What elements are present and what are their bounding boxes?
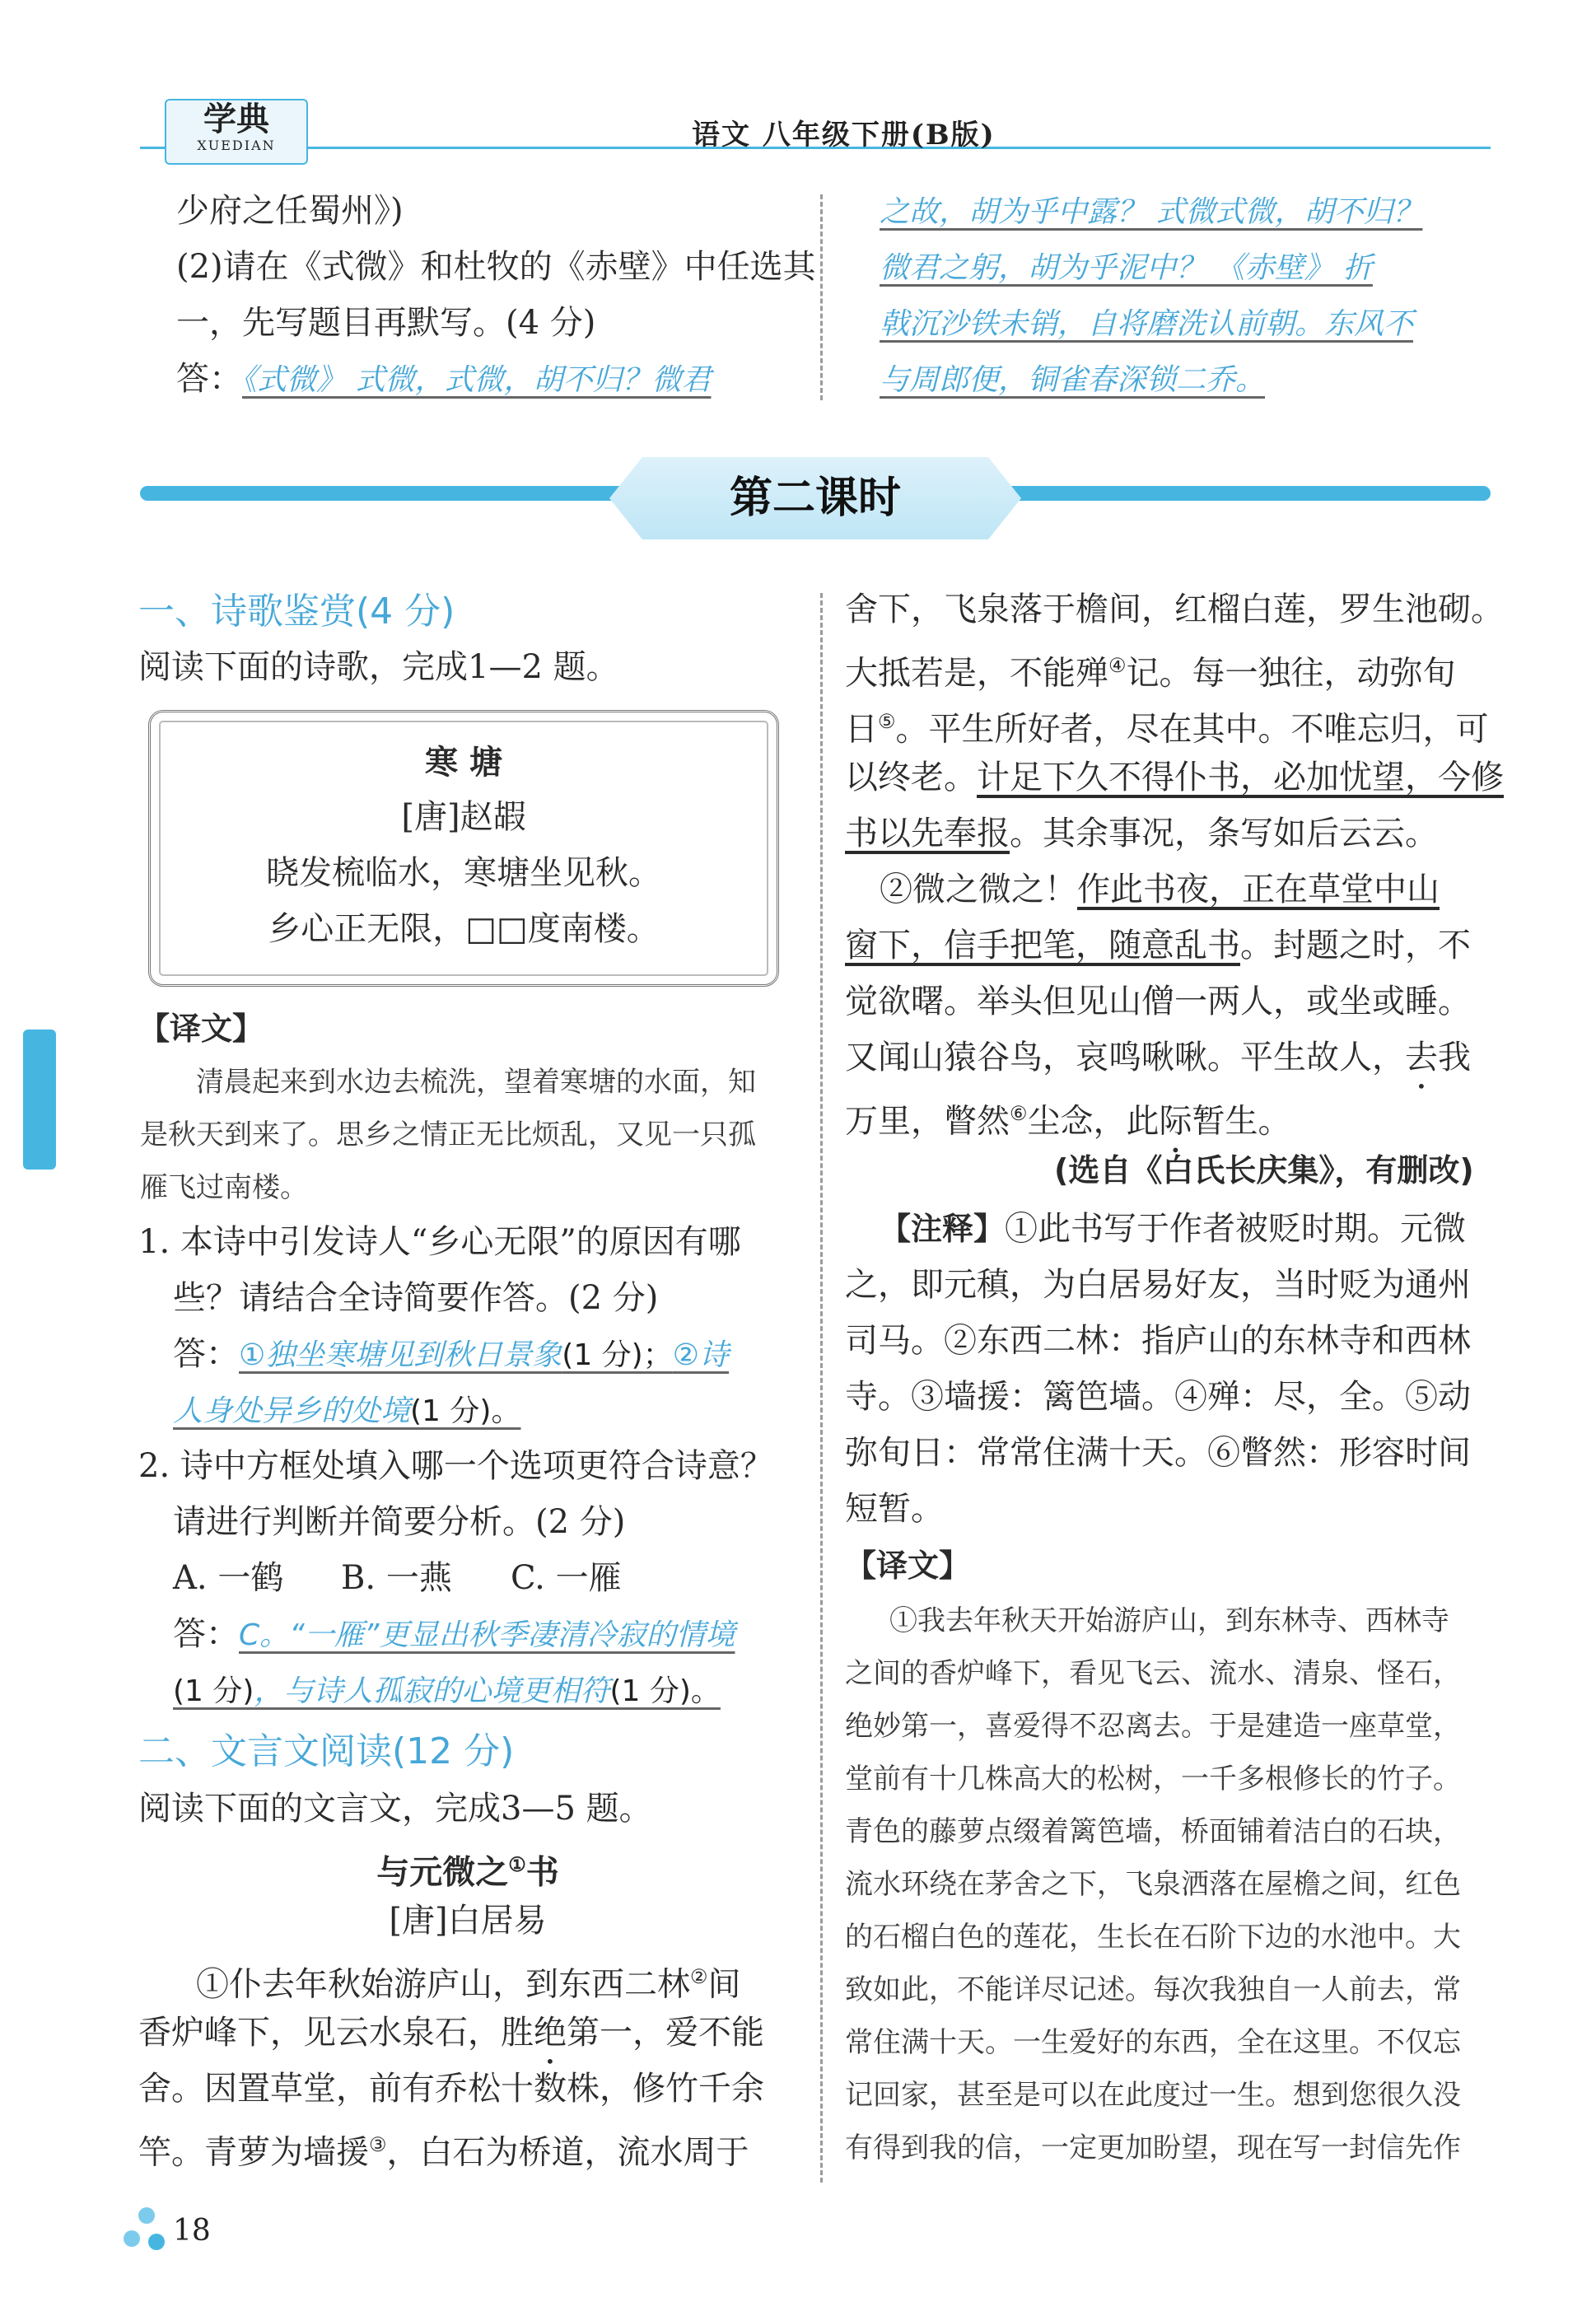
option-c: C. 一雁 [511, 1559, 622, 1597]
section1-intro: 阅读下面的诗歌，完成1—2 题。 [138, 648, 619, 686]
poem-translation-line2: 是秋天到来了。思乡之情正无比烦乱，又见一只孤 [140, 1118, 756, 1151]
top-right-line3 [880, 295, 1413, 353]
answer-text: ①独坐寒塘见到秋日景象 [239, 1338, 562, 1372]
essay-text: 第一，爱不能 [567, 2014, 764, 2052]
notes-line2: 之，即元稹，为白居易好友，当时贬为通州 [845, 1266, 1471, 1304]
essay-p2-line2 [845, 918, 1471, 974]
main-column-divider [820, 593, 823, 2183]
notes-line6: 短暂。 [845, 1490, 944, 1528]
essay-text: 记。每一独往，动弥旬 [1126, 654, 1456, 693]
essay-p2-line3: 觉欲曙。举头但见山僧一两人，或坐或睡。 [845, 983, 1471, 1020]
underlined-sentence: 书以先奉报 [845, 815, 1010, 852]
essay-right-line5 [845, 805, 1438, 861]
question1-answer-line1 [173, 1326, 729, 1384]
section2-title: 二、文言文阅读(12 分) [138, 1730, 515, 1772]
essay-right-line2 [845, 637, 1456, 701]
essay-text: 万里，瞥然 [845, 1102, 1010, 1141]
footnote-mark: ⑥ [1010, 1102, 1028, 1125]
footer-dot [148, 2234, 165, 2250]
answer-text: ，与诗人孤寂的心境更相符 [254, 1674, 610, 1708]
section2-intro: 阅读下面的文言文，完成3—5 题。 [138, 1790, 652, 1828]
essay-translation-line1: ①我去年秋天开始游庐山，到东林寺、西林寺 [889, 1604, 1449, 1637]
essay-translation-line10: 记回家，甚至是可以在此度过一生。想到您很久没 [845, 2079, 1461, 2112]
notes-tag: 【注释】 [880, 1211, 1006, 1247]
footnote-mark: ① [508, 1852, 526, 1876]
essay-p2-line1 [880, 861, 1440, 918]
footnote-mark: ④ [1108, 654, 1127, 677]
essay-translation-line5: 青色的藤萝点缀着篱笆墙，桥面铺着洁白的石块， [845, 1815, 1461, 1848]
poem-line2: 乡心正无限，□□度南楼。 [268, 910, 660, 948]
poem-translation-line3: 雁飞过南楼。 [140, 1171, 308, 1204]
emphasized-char: 绝 [534, 2014, 567, 2052]
side-tab [23, 1030, 56, 1170]
top-left-line2: (2)请在《式微》和杜牧的《赤壁》中任选其 [176, 248, 816, 286]
footer-dot [124, 2230, 140, 2247]
answer-score: (1 分)。 [609, 1674, 721, 1708]
essay-translation-line2: 之间的香炉峰下，看见飞云、流水、清泉、怪石， [845, 1657, 1461, 1690]
option-a: A. 一鹤 [173, 1559, 284, 1597]
footnote-mark: ⑤ [878, 710, 896, 733]
essay-text: ②微之微之！ [880, 871, 1077, 908]
question2-answer-line2 [173, 1662, 721, 1720]
logo [165, 99, 308, 165]
essay-text: 暂生。 [1192, 1102, 1291, 1141]
notes-text: ①此书写于作者被贬时期。元微 [1005, 1210, 1467, 1248]
question2-line1: 2. 诗中方框处填入哪一个选项更符合诗意？ [138, 1447, 773, 1485]
essay-title [138, 1837, 797, 1900]
top-answer-line [176, 351, 711, 409]
poem-author: [唐]赵嘏 [401, 798, 526, 836]
essay-title-text: 书 [525, 1852, 559, 1892]
question1-line1: 1. 本诗中引发诗人“乡心无限”的原因有哪 [138, 1223, 741, 1261]
essay-title-text: 与元微之 [376, 1852, 509, 1892]
essay-text: 竿。青萝为墙援 [138, 2133, 369, 2172]
top-column-divider [820, 194, 823, 400]
top-right-line1 [880, 183, 1422, 240]
top-left-line1: 少府之任蜀州》) [176, 192, 404, 230]
essay-text: 间 [707, 1965, 741, 2004]
essay-text: 大抵若是，不能殚 [845, 654, 1108, 693]
essay-text: 。其余事况，条写如后云云。 [1010, 815, 1438, 852]
lesson-title: 第二课时 [729, 474, 901, 523]
footer-dot [138, 2207, 155, 2224]
option-b: B. 一燕 [341, 1559, 452, 1597]
answer-score: (1 分)。 [410, 1394, 521, 1428]
logo-sub: XUEDIAN [197, 138, 276, 153]
essay-translation-line3: 绝妙第一，喜爱得不忍离去。于是建造一座草堂， [845, 1710, 1461, 1743]
book-title: 语文 八年级下册(B版) [692, 119, 996, 152]
essay-right-line1: 舍下，飞泉落于檐间，红榴白莲，罗生池砌。 [845, 591, 1504, 628]
essay-author: [唐]白居易 [389, 1902, 547, 1940]
page-number: 18 [173, 2214, 211, 2248]
top-left-line3: 一，先写题目再默写。(4 分) [176, 304, 596, 342]
answer-text: C。“一雁”更显出秋季凄清冷寂的情境 [239, 1618, 735, 1652]
essay-p1-line3: 舍。因置草堂，前有乔松十数株，修竹千余 [138, 2070, 764, 2108]
answer-text: 戟沉沙铁未销，自将磨洗认前朝。东风不 [880, 307, 1414, 341]
essay-translation-line4: 堂前有十几株高大的松树，一千多根修长的竹子。 [845, 1763, 1461, 1795]
logo-main: 学典 [203, 100, 269, 138]
emphasized-char: 际 [1159, 1102, 1192, 1141]
essay-source: (选自《白氏长庆集》，有删改) [1054, 1152, 1474, 1188]
question1-answer-line2 [173, 1382, 520, 1440]
footnote-mark: ② [690, 1965, 708, 1988]
poem-translation-line1: 清晨起来到水边去梳洗，望着寒塘的水面，知 [196, 1066, 756, 1099]
emphasized-char: 去 [1405, 1039, 1438, 1076]
underlined-sentence: 窗下，信手把笔，随意乱书 [845, 927, 1240, 964]
notes-line3: 司马。②东西二林：指庐山的东林寺和西林 [845, 1322, 1471, 1360]
underlined-sentence: 计足下久不得仆书，必加忧望，今修 [977, 759, 1504, 796]
question2-line2: 请进行判断并简要分析。(2 分) [173, 1503, 626, 1541]
essay-p1-line4 [138, 2117, 749, 2180]
top-right-line2 [880, 239, 1373, 297]
answer-text: 人身处异乡的处境 [173, 1394, 411, 1428]
question2-answer-line1 [173, 1606, 735, 1664]
notes-line4: 寺。③墙援：篱笆墙。④殚：尽，全。⑤动 [845, 1378, 1471, 1416]
answer-score: (1 分)； [562, 1338, 673, 1372]
essay-translation-tag: 【译文】 [845, 1548, 971, 1584]
essay-translation-line8: 致如此，不能详尽记述。每次我独自一人前去，常 [845, 1973, 1461, 2006]
answer-text: 之故，胡为乎中露？ 式微式微，胡不归？ [880, 195, 1423, 229]
essay-text: ，白石为桥道，流水周于 [386, 2133, 749, 2172]
essay-text: 我 [1438, 1039, 1471, 1076]
essay-text: 香炉峰下，见云水泉石，胜 [138, 2014, 534, 2052]
essay-text: 又闻山猿谷鸟，哀鸣啾啾。平生故人， [845, 1039, 1405, 1076]
top-right-line4 [880, 351, 1265, 409]
essay-text: 日 [845, 710, 878, 749]
essay-text: 。封题之时，不 [1240, 927, 1471, 964]
essay-translation-line7: 的石榴白色的莲花，生长在石阶下边的水池中。大 [845, 1921, 1461, 1954]
poem-title: 寒 塘 [425, 743, 502, 782]
answer-text: 与周郎便，铜雀春深锁二乔。 [880, 363, 1266, 397]
notes-line1 [880, 1201, 1466, 1257]
translation-tag: 【译文】 [138, 1011, 264, 1047]
question1-line2: 些？请结合全诗简要作答。(2 分) [173, 1279, 659, 1317]
section1-title: 一、诗歌鉴赏(4 分) [138, 591, 455, 633]
answer-label: 答： [173, 1615, 239, 1653]
essay-translation-line9: 常住满十天。一生爱好的东西，全在这里。不仅忘 [845, 2026, 1461, 2059]
essay-text: 尘念，此 [1027, 1102, 1160, 1141]
essay-right-line4 [845, 749, 1504, 805]
answer-text: 微君之躬，胡为乎泥中？ 《赤壁》 折 [880, 251, 1373, 285]
essay-text: 。平生所好者，尽在其中。不唯忘归，可 [895, 710, 1489, 749]
answer-label: 答： [176, 360, 242, 398]
essay-p1-line1 [196, 1949, 741, 2012]
answer-label: 答： [173, 1335, 239, 1373]
essay-translation-line6: 流水环绕在茅舍之下，飞泉洒落在屋檐之间，红色 [845, 1868, 1461, 1901]
answer-text: ②诗 [672, 1338, 730, 1372]
poem-line1: 晓发梳临水，寒塘坐见秋。 [266, 854, 661, 892]
essay-text: 以终老。 [845, 759, 977, 796]
essay-right-line3 [845, 693, 1489, 757]
footnote-mark: ③ [369, 2133, 387, 2156]
underlined-sentence: 作此书夜，正在草堂中山 [1077, 871, 1440, 908]
essay-text: ①仆去年秋始游庐山，到东西二林 [196, 1965, 690, 2004]
answer-score: (1 分) [173, 1674, 254, 1708]
answer-text: 《式微》 式微，式微，胡不归？微君 [242, 363, 712, 397]
essay-translation-line11: 有得到我的信，一定更加盼望，现在写一封信先作 [845, 2132, 1461, 2164]
notes-line5: 弥旬日：常常住满十天。⑥瞥然：形容时间 [845, 1434, 1471, 1472]
